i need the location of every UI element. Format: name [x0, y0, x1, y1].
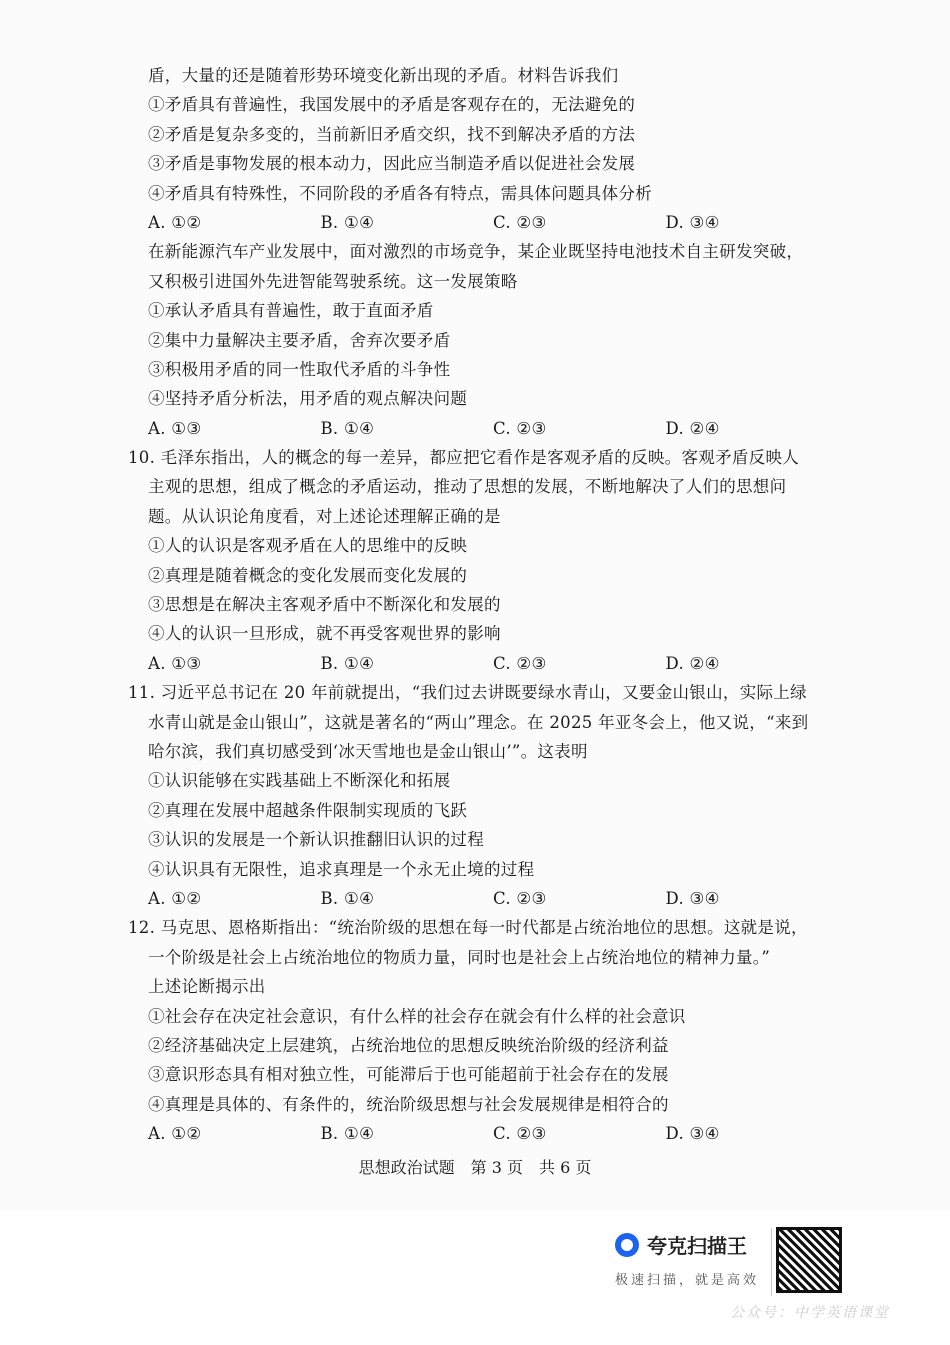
question-text-line: 10. 毛泽东指出，人的概念的每一差异，都应把它看作是客观矛盾的反映。客观矛盾反映人 — [128, 448, 800, 468]
answer-option[interactable]: C. ②③ — [493, 888, 547, 908]
question-text-line: 主观的思想，组成了概念的矛盾运动，推动了思想的发展，不断地解决了人们的思想问 — [148, 477, 787, 497]
scanner-brand — [615, 1230, 775, 1288]
statement-line: ①矛盾具有普遍性，我国发展中的矛盾是客观存在的，无法避免的 — [148, 95, 636, 115]
question-text-line: 哈尔滨，我们真切感受到‘冰天雪地也是金山银山’”。这表明 — [148, 741, 588, 761]
statement-line: ②真理在发展中超越条件限制实现质的飞跃 — [148, 800, 468, 820]
question-text-line: 又积极引进国外先进智能驾驶系统。这一发展策略 — [148, 271, 518, 291]
question-q11 — [128, 678, 838, 913]
question-text-line: 水青山就是金山银山”，这就是著名的“两山”理念。在 2025 年亚冬会上，他又说，“来到 — [148, 712, 809, 732]
statement-line: ④认识具有无限性，追求真理是一个永无止境的过程 — [148, 859, 535, 879]
answer-options — [128, 1119, 838, 1148]
answer-option[interactable]: B. ①④ — [320, 418, 375, 438]
brand-slogan: 极速扫描，就是高效 — [615, 1273, 760, 1288]
question-text-line: 上述论断揭示出 — [148, 977, 266, 997]
statement-line: ③矛盾是事物发展的根本动力，因此应当制造矛盾以促进社会发展 — [148, 154, 636, 174]
statement-line: ④真理是具体的、有条件的，统治阶级思想与社会发展规律是相符合的 — [148, 1094, 669, 1114]
answer-option[interactable]: A. ①② — [148, 888, 202, 908]
question-q10 — [128, 443, 838, 678]
statement-line: ②集中力量解决主要矛盾，舍弃次要矛盾 — [148, 330, 451, 350]
exam-content — [128, 61, 838, 1148]
answer-option[interactable]: B. ①④ — [320, 1124, 375, 1144]
brand-name: 夸克扫描王 — [647, 1234, 747, 1258]
answer-option[interactable]: A. ①② — [148, 212, 202, 232]
question-text-line: 12. 马克思、恩格斯指出：“统治阶级的思想在每一时代都是占统治地位的思想。这就是说， — [128, 918, 808, 938]
statement-line: ④坚持矛盾分析法，用矛盾的观点解决问题 — [148, 389, 468, 409]
answer-option[interactable]: D. ③④ — [665, 212, 720, 232]
quark-logo-icon — [615, 1233, 639, 1257]
answer-option[interactable]: C. ②③ — [493, 418, 547, 438]
statement-line: ①认识能够在实践基础上不断深化和拓展 — [148, 771, 451, 791]
qr-code-icon[interactable] — [776, 1227, 842, 1293]
question-text-line: 一个阶级是社会上占统治地位的物质力量，同时也是社会上占统治地位的精神力量。” — [148, 947, 771, 967]
answer-option[interactable]: B. ①④ — [320, 888, 375, 908]
answer-option[interactable]: A. ①③ — [148, 653, 202, 673]
statement-line: ②真理是随着概念的变化发展而变化发展的 — [148, 565, 468, 585]
answer-options — [128, 414, 838, 443]
statement-line: ③意识形态具有相对独立性，可能滞后于也可能超前于社会存在的发展 — [148, 1065, 669, 1085]
statement-line: ②经济基础决定上层建筑，占统治地位的思想反映统治阶级的经济利益 — [148, 1035, 669, 1055]
divider — [771, 1228, 772, 1296]
question-text-line: 盾，大量的还是随着形势环境变化新出现的矛盾。材料告诉我们 — [148, 66, 619, 85]
answer-option[interactable]: D. ③④ — [665, 1124, 720, 1144]
statement-line: ②矛盾是复杂多变的，当前新旧矛盾交织，找不到解决矛盾的方法 — [148, 124, 636, 144]
question-q12 — [128, 913, 838, 1148]
answer-option[interactable]: D. ②④ — [665, 418, 720, 438]
answer-options — [128, 649, 838, 678]
answer-option[interactable]: B. ①④ — [320, 653, 375, 673]
statement-line: ①承认矛盾具有普遍性，敢于直面矛盾 — [148, 301, 434, 321]
watermark: 公众号：中学英语课堂 — [730, 1305, 890, 1321]
answer-option[interactable]: D. ②④ — [665, 653, 720, 673]
question-q8-tail — [128, 61, 838, 237]
question-text-line: 11. 习近平总书记在 20 年前就提出，“我们过去讲既要绿水青山，又要金山银山，实际上绿 — [128, 683, 807, 703]
statement-line: ④人的认识一旦形成，就不再受客观世界的影响 — [148, 624, 501, 644]
statement-line: ④矛盾具有特殊性，不同阶段的矛盾各有特点，需具体问题具体分析 — [148, 183, 652, 203]
answer-option[interactable]: D. ③④ — [665, 888, 720, 908]
answer-option[interactable]: C. ②③ — [493, 1124, 547, 1144]
statement-line: ①人的认识是客观矛盾在人的思维中的反映 — [148, 536, 468, 556]
answer-option[interactable]: A. ①② — [148, 1124, 202, 1144]
answer-options — [128, 208, 838, 237]
answer-option[interactable]: B. ①④ — [320, 212, 375, 232]
answer-option[interactable]: A. ①③ — [148, 418, 202, 438]
statement-line: ③积极用矛盾的同一性取代矛盾的斗争性 — [148, 359, 451, 379]
question-text-line: 题。从认识论角度看，对上述论述理解正确的是 — [148, 506, 501, 526]
statement-line: ③认识的发展是一个新认识推翻旧认识的过程 — [148, 830, 484, 850]
answer-option[interactable]: C. ②③ — [493, 212, 547, 232]
answer-option[interactable]: C. ②③ — [493, 653, 547, 673]
page-footer: 思想政治试题 第 3 页 共 6 页 — [358, 1158, 592, 1177]
statement-line: ①社会存在决定社会意识，有什么样的社会存在就会有什么样的社会意识 — [148, 1006, 686, 1026]
statement-line: ③思想是在解决主客观矛盾中不断深化和发展的 — [148, 595, 501, 615]
question-q9 — [128, 237, 838, 443]
question-text-line: 在新能源汽车产业发展中，面对激烈的市场竞争，某企业既坚持电池技术自主研发突破， — [148, 242, 804, 262]
answer-options — [128, 884, 838, 913]
